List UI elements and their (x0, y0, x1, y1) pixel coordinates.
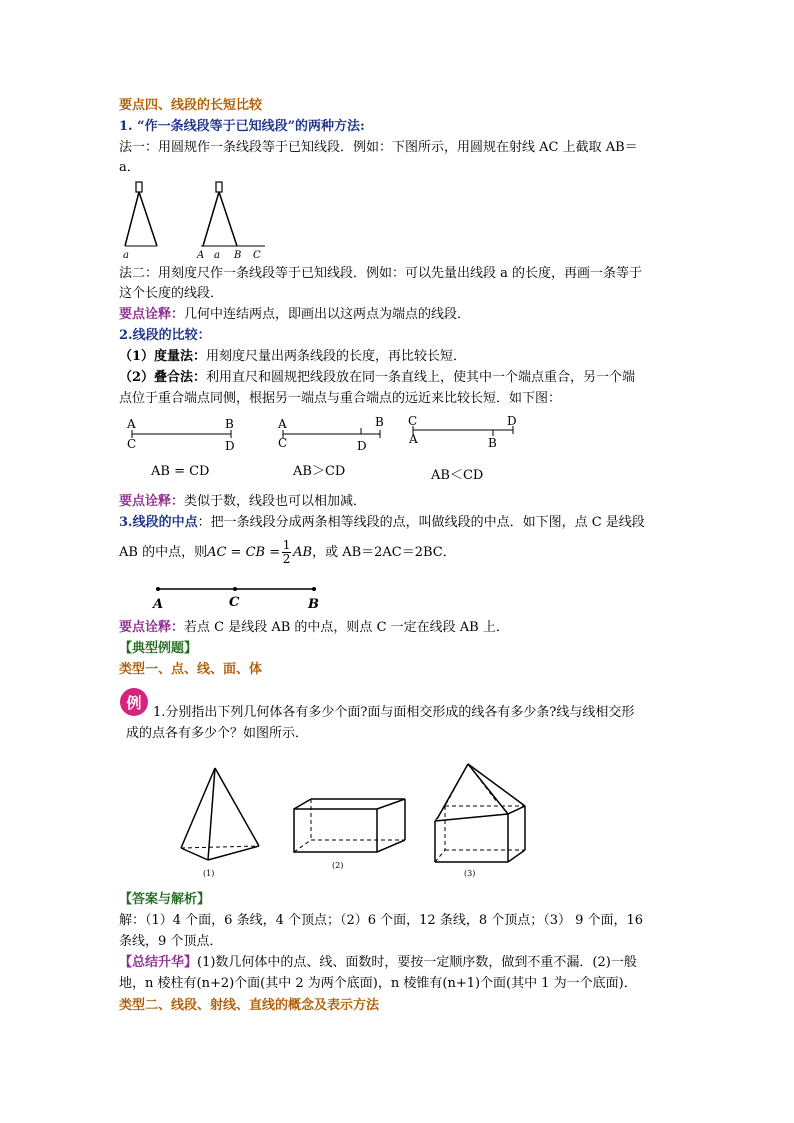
midpoint-diagram (150, 578, 330, 612)
method2-line1: 法二：用刻度尺作一条线段等于已知线段．例如：可以先量出线段 a 的长度，再画一条等于 (119, 266, 643, 281)
mid-label-C: C (229, 595, 240, 610)
item2-title: 2.线段的比较： (119, 328, 211, 343)
note1-label: 要点诠释： (119, 307, 185, 322)
midpoint-suffix: ，或 AB＝2AC＝2BC． (312, 544, 456, 560)
f1-label-C: C (127, 437, 137, 451)
compass1-left-leg (125, 192, 139, 246)
item1-title: 1. “作一条线段等于已知线段”的两种方法: (119, 119, 365, 134)
comparison-diagram (115, 410, 535, 488)
fraction (282, 539, 291, 566)
compare1 (119, 347, 466, 367)
f3-label-C: C (408, 414, 418, 428)
f2-label-B: B (375, 415, 384, 429)
point-b (312, 587, 316, 591)
compass2-right-leg (219, 192, 237, 246)
item3-title: 3.线段的中点 (119, 515, 198, 530)
fraction-denominator: 2 (282, 552, 291, 566)
method1-line1: 法一：用圆规作一条线段等于已知线段．例如：下图所示，用圆规在射线 AC 上截取 AB＝ (119, 140, 638, 155)
compass1-right-leg (139, 192, 157, 246)
f3-label-B: B (488, 436, 497, 450)
mid-label-B: B (308, 597, 319, 612)
note1 (119, 305, 470, 325)
compare2-label: （2）叠合法： (119, 370, 207, 385)
method2-line2: 这个长度的线段． (119, 286, 224, 301)
question1-line2: 成的点各有多少个？如图所示． (126, 726, 309, 741)
solids-figure (175, 762, 535, 884)
summary-text1: (1)数几何体中的点、线、面数时，要按一定顺序数，做到不重不漏．(2)一般 (197, 955, 637, 970)
answer-line1: 解：（1）4 个面，6 条线，4 个顶点；（2）6 个面，12 条线，8 个顶点；（3） 9 个面，16 (119, 913, 644, 928)
f1-label-A: A (127, 417, 136, 431)
formula-rhs: AB (293, 544, 313, 560)
compare2-text1: 利用直尺和圆规把线段放在同一条直线上，使其中一个端点重合，另一个端 (206, 370, 636, 385)
f1-caption: AB = CD (151, 464, 210, 479)
label-B: B (234, 250, 242, 261)
section-heading: 要点四、线段的长短比较 (119, 98, 263, 113)
note2-label: 要点诠释： (119, 494, 185, 509)
item3-text: ：把一条线段分成两条相等线段的点，叫做线段的中点．如下图，点 C 是线段 (197, 515, 645, 530)
f3-label-D: D (507, 414, 517, 428)
type2-heading: 类型二、线段、射线、直线的概念及表示方法 (119, 998, 380, 1013)
label-a: a (214, 250, 220, 261)
note3-text: 若点 C 是线段 AB 的中点，则点 C 一定在线段 AB 上． (184, 620, 509, 635)
typical-examples-heading: 【典型例题】 (119, 641, 198, 656)
answer-line2: 条线，9 个顶点． (119, 934, 223, 949)
f3-label-A: A (409, 432, 418, 446)
method1-line2: a． (119, 160, 140, 175)
compare1-label: （1）度量法： (119, 349, 207, 364)
f2-label-A: A (278, 417, 287, 431)
solid-caption-2: (2) (332, 861, 344, 870)
midpoint-formula-line (119, 539, 456, 566)
tetrahedron (181, 768, 259, 860)
badge-text: 例 (126, 694, 142, 712)
question1-line1: 1.分别指出下列几何体各有多少个面?面与面相交形成的线各有多少条?线与线相交形 (153, 705, 635, 720)
f1-label-B: B (225, 417, 234, 431)
point-c (233, 587, 237, 591)
type1-heading: 类型一、点、线、面、体 (119, 662, 263, 677)
label-a-left: a (123, 250, 129, 261)
summary-line2: 地，n 棱柱有(n+2)个面(其中 2 为两个底面)，n 棱锥有(n+1)个面(其中 1 为一个底面)． (119, 976, 637, 991)
summary-label: 【总结升华】 (119, 955, 198, 970)
mid-label-A: A (153, 597, 164, 612)
point-a (156, 587, 160, 591)
rectangular-prism (294, 799, 405, 852)
note3 (119, 618, 509, 638)
note1-text: 几何中连结两点，即画出以这两点为端点的线段． (184, 307, 471, 322)
pyramid-on-prism (435, 764, 525, 862)
compare2-line2: 点位于重合端点同侧，根据另一端点与重合端点的远近来比较长短．如下图： (119, 391, 562, 406)
note2-text: 类似于数，线段也可以相加减． (184, 494, 367, 509)
compass-figure (115, 180, 275, 262)
example-badge-icon (119, 687, 149, 717)
solid-caption-3: (3) (464, 869, 476, 878)
note3-label: 要点诠释： (119, 620, 185, 635)
compass-diagram (115, 180, 275, 262)
f3-caption: AB＜CD (431, 468, 484, 483)
f2-label-C: C (278, 436, 288, 450)
compass2-head (216, 182, 222, 192)
f2-caption: AB＞CD (293, 464, 346, 479)
example-badge (119, 687, 149, 717)
solids-diagram (175, 762, 535, 884)
label-A: A (197, 250, 205, 261)
summary-line1 (119, 953, 637, 973)
fraction-numerator: 1 (282, 538, 291, 552)
midpoint-prefix: AB 的中点，则 (119, 544, 208, 560)
answer-heading: 【答案与解析】 (119, 892, 211, 907)
midpoint-figure (150, 578, 330, 612)
compare2-line1 (119, 368, 635, 388)
f1-label-D: D (225, 439, 235, 453)
solid-caption-1: (1) (203, 869, 215, 878)
note2 (119, 492, 366, 512)
compare1-text: 用刻度尺量出两条线段的长度，再比较长短． (206, 349, 467, 364)
label-C: C (253, 250, 261, 261)
formula-lhs: AC = CB = (207, 544, 281, 560)
compass1-head (136, 182, 142, 192)
f2-label-D: D (357, 439, 367, 453)
examples-heading (119, 639, 197, 659)
item3-line1 (119, 513, 645, 533)
compass2-left-leg (203, 192, 219, 246)
comparison-figure (115, 410, 535, 488)
